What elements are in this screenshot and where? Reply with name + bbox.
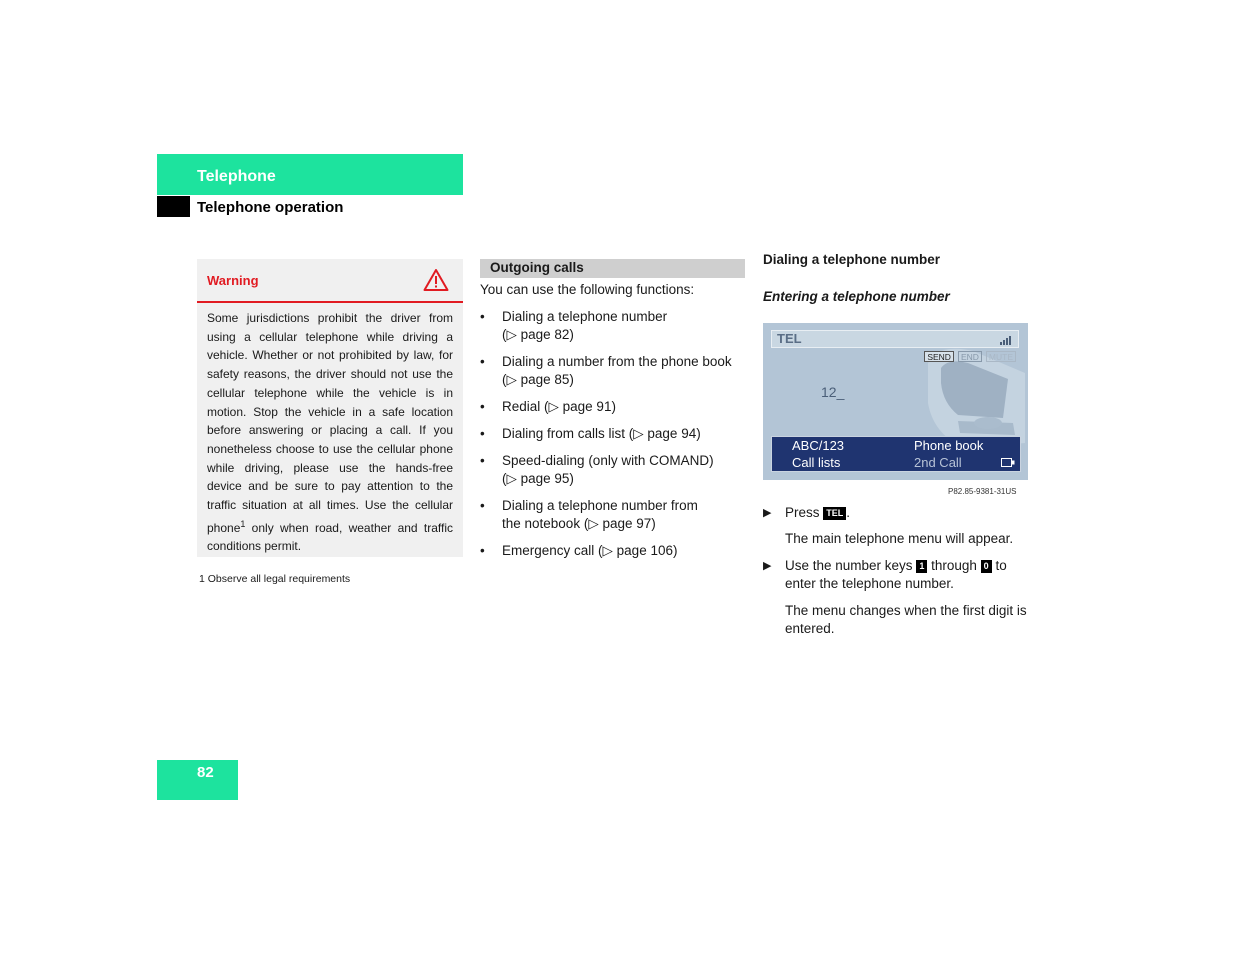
list-item: • Speed-dialing (only with COMAND) (▷ page 95): [480, 453, 714, 486]
signal-strength-icon: [1000, 335, 1014, 345]
function-list: [480, 308, 750, 569]
outgoing-calls-heading-bar: [480, 259, 745, 278]
page-number: 82: [197, 764, 214, 781]
warning-header: [197, 259, 463, 303]
warning-text-end: only when road, weather and traffic conditions permit.: [207, 520, 453, 554]
list-item: • Emergency call (▷ page 106): [480, 543, 678, 558]
call-softkeys: [924, 351, 1016, 362]
page-ref-link[interactable]: (▷ page 95): [502, 471, 574, 486]
telephone-menu-bar: [771, 436, 1021, 472]
section-title: Telephone: [197, 168, 276, 185]
warning-body: [197, 303, 463, 556]
dialing-heading: Dialing a telephone number: [763, 252, 941, 267]
entered-number: 12_: [821, 384, 845, 400]
step-note: The main telephone menu will appear.: [785, 531, 1014, 546]
image-code: P82.85-9381-31US: [948, 487, 1017, 496]
subsection-title: Telephone operation: [197, 199, 344, 216]
page-ref-link[interactable]: (▷ page 82): [502, 327, 574, 342]
number-key-0: 0: [981, 560, 992, 573]
dialing-subheading: Entering a telephone number: [763, 289, 950, 304]
step-arrow-icon: ▶: [763, 507, 772, 519]
menu-call-lists[interactable]: Call lists: [792, 455, 841, 470]
list-item: • Dialing a telephone number from the notebook (▷ page 97): [480, 498, 698, 531]
warning-title: Warning: [207, 273, 259, 288]
tel-status-bar: [771, 330, 1019, 348]
page-ref-link[interactable]: Dialing from calls list (▷ page 94): [502, 426, 701, 441]
page-number-box: [157, 760, 238, 800]
list-item: • Dialing a telephone number (▷ page 82): [480, 309, 668, 342]
warning-box: [197, 259, 463, 557]
page-ref-link[interactable]: Redial (▷ page 91): [502, 399, 616, 414]
menu-phone-book[interactable]: Phone book: [914, 438, 984, 453]
step-arrow-icon: ▶: [763, 560, 772, 572]
subsection-marker: [157, 196, 190, 217]
warning-text-main: Some jurisdictions prohibit the driver from using a cellular telephone while driving a vehicle. Whether or not prohibited by law, for safety reasons, the driver should not use the cellular telephone while the vehicle is in motion. Stop the vehicle in a safe location before answering or placing a call. If you nonetheless choose to use the cellular phone while driving, please use the hands-free device and be sure to pay attention to the traffic situation at all times. Use the cellular phone: [207, 311, 453, 535]
step-note: The menu changes when the first digit is entered.: [785, 603, 1027, 636]
mute-softkey[interactable]: MUTE: [986, 351, 1016, 362]
telephone-display-screenshot: [763, 323, 1028, 480]
phone-device-icon: [1001, 458, 1015, 467]
send-softkey[interactable]: SEND: [924, 351, 954, 362]
page-ref-link[interactable]: (▷ page 85): [502, 372, 574, 387]
list-item: • Redial (▷ page 91): [480, 399, 616, 414]
footnote: 1 Observe all legal requirements: [199, 573, 351, 585]
menu-2nd-call[interactable]: 2nd Call: [914, 455, 962, 470]
tel-label: TEL: [777, 331, 802, 346]
list-item: • Dialing from calls list (▷ page 94): [480, 426, 701, 441]
tel-key: TEL: [823, 507, 846, 520]
section-header-bar: [157, 154, 463, 195]
outgoing-intro: You can use the following functions:: [480, 282, 695, 297]
menu-abc123[interactable]: ABC/123: [792, 438, 845, 453]
end-softkey[interactable]: END: [958, 351, 982, 362]
list-item: • Dialing a number from the phone book (▷ page 85): [480, 354, 732, 387]
warning-triangle-icon: [423, 268, 449, 292]
footnote-ref: 1: [240, 518, 246, 529]
number-key-1: 1: [916, 560, 927, 573]
page-ref-link[interactable]: Emergency call (▷ page 106): [502, 543, 678, 558]
outgoing-calls-heading: Outgoing calls: [490, 260, 584, 275]
page-ref-link[interactable]: the notebook (▷ page 97): [502, 516, 656, 531]
